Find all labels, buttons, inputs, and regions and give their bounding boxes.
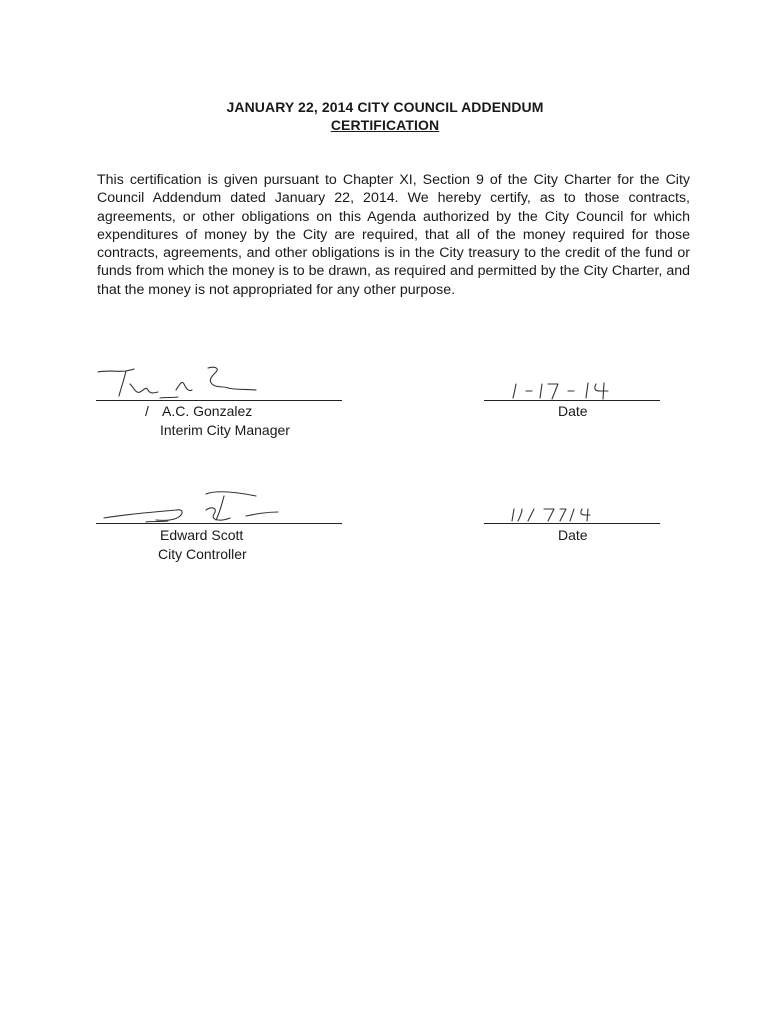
signer-name-2: Edward Scott [160, 527, 244, 543]
date-label-1: Date [558, 403, 588, 419]
signature-mark-1: / [145, 403, 149, 419]
date-line-2 [484, 523, 660, 524]
date-label-2: Date [558, 527, 588, 543]
date-line-1 [484, 400, 660, 401]
signature-gonzalez [96, 362, 296, 402]
document-subtitle: CERTIFICATION [330, 117, 440, 133]
signature-scott [96, 488, 296, 528]
signature-line-1 [96, 400, 342, 401]
document-title: JANUARY 22, 2014 CITY COUNCIL ADDENDUM [226, 99, 544, 115]
signer-name-1: A.C. Gonzalez [162, 403, 253, 419]
handwritten-date-2 [508, 503, 608, 525]
signature-line-2 [96, 523, 342, 524]
handwritten-date-1 [508, 378, 628, 402]
signer-title-2: City Controller [158, 546, 247, 562]
signer-title-1: Interim City Manager [160, 422, 290, 438]
certification-paragraph: This certification is given pursuant to Chapter XI, Section 9 of the City Charter for the City Council Addendum dated January 22, 2014. We hereby certify, as to those contracts, agreements, or other obligations on this Agenda authorized by the City Council for which expenditures of money by the City are required, that all of the money required for those contracts, agreements, and other obligations is in the City treasury to the credit of the fund or funds from which the money is to be drawn, as required and permitted by the City Charter, and that the money is not appropriated for any other purpose. [97, 172, 690, 298]
